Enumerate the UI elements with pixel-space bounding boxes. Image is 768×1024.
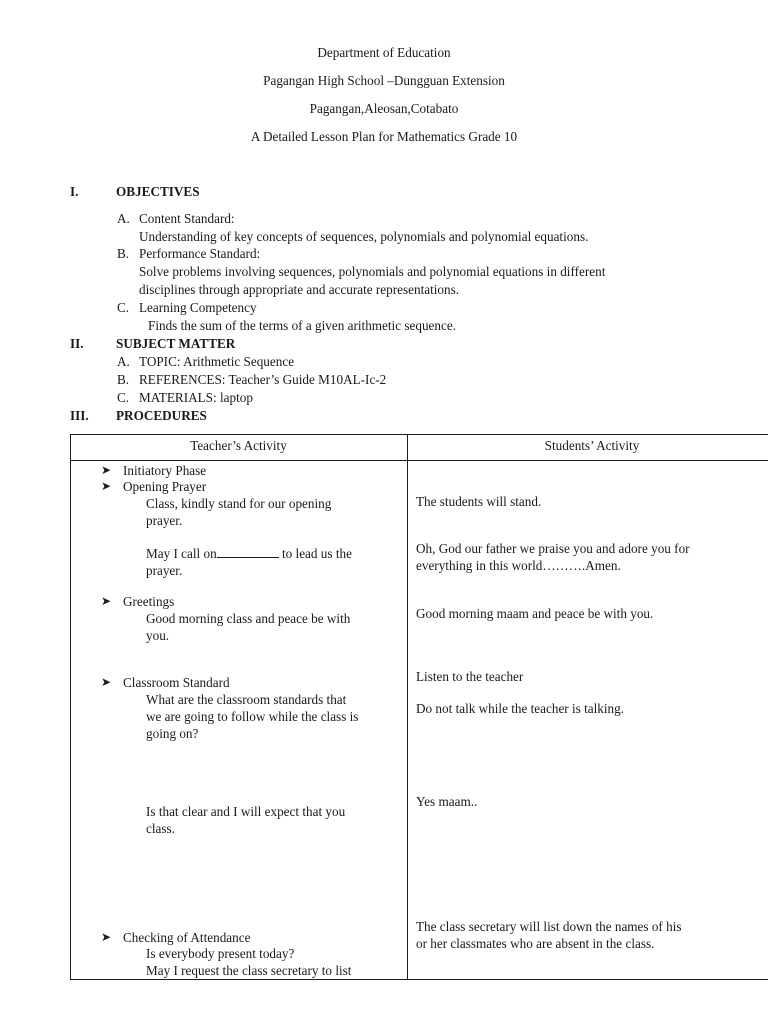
student-line: Good morning maam and peace be with you. [416,606,654,621]
teacher-line: prayer. [146,563,183,578]
content-standard-text: Understanding of key concepts of sequences, polynomials and polynomial equations. [139,229,589,244]
teacher-line: Class, kindly stand for our opening [146,496,332,511]
procedures-numeral: III. [70,408,89,423]
teacher-line: going on? [146,726,199,741]
teacher-line: you. [146,628,170,643]
subject-matter-numeral: II. [70,336,84,351]
teacher-activity-header: Teacher’s Activity [190,438,287,453]
student-line: or her classmates who are absent in the class. [416,936,655,951]
table-column-divider [407,434,408,980]
teacher-line: Is that clear and I will expect that you [146,804,346,819]
student-line: The class secretary will list down the names of his [416,919,682,934]
teacher-line [146,545,352,562]
materials-text: MATERIALS: laptop [139,390,253,405]
teacher-line: What are the classroom standards that [146,692,347,707]
student-line: everything in this world……….Amen. [416,558,621,573]
student-line: Listen to the teacher [416,669,524,684]
checking-of-attendance: Checking of Attendance [123,930,251,945]
greetings: Greetings [123,594,175,609]
performance-standard-label: Performance Standard: [139,246,261,261]
lesson-plan-title: A Detailed Lesson Plan for Mathematics Grade 10 [250,129,518,144]
teacher-line: Is everybody present today? [146,946,295,961]
student-line: The students will stand. [416,494,542,509]
performance-standard-text: disciplines through appropriate and accurate representations. [139,282,460,297]
objective-letter: C. [117,300,130,315]
opening-prayer: Opening Prayer [123,479,207,494]
learning-competency-label: Learning Competency [139,300,257,315]
subject-matter-heading: SUBJECT MATTER [116,336,236,351]
objectives-numeral: I. [70,184,79,199]
teacher-line: Good morning class and peace be with [146,611,351,626]
subject-letter: C. [117,390,130,405]
learning-competency-text: Finds the sum of the terms of a given arithmetic sequence. [148,318,456,333]
teacher-line: class. [146,821,175,836]
table-header-divider [70,460,768,461]
call-on-text: May I call on [146,546,217,561]
school-name: Pagangan High School –Dungguan Extension [263,73,505,88]
arrow-bullet-icon: ➤ [101,930,112,944]
objective-letter: B. [117,246,130,261]
teacher-line: May I request the class secretary to list [146,963,352,978]
performance-standard-text: Solve problems involving sequences, polynomials and polynomial equations in different [139,264,606,279]
name-blank [217,545,279,558]
classroom-standard: Classroom Standard [123,675,230,690]
student-line: Do not talk while the teacher is talking. [416,701,625,716]
teacher-line: prayer. [146,513,183,528]
student-line: Yes maam.. [416,794,478,809]
references-text: REFERENCES: Teacher’s Guide M10AL-Ic-2 [139,372,387,387]
content-standard-label: Content Standard: [139,211,235,226]
school-location: Pagangan,Aleosan,Cotabato [309,101,459,116]
arrow-bullet-icon: ➤ [101,479,112,493]
call-on-text-end: to lead us the [278,546,352,561]
initiatory-phase: Initiatory Phase [123,463,207,478]
arrow-bullet-icon: ➤ [101,675,112,689]
topic-text: TOPIC: Arithmetic Sequence [139,354,295,369]
arrow-bullet-icon: ➤ [101,463,112,477]
department-title: Department of Education [317,45,451,60]
arrow-bullet-icon: ➤ [101,594,112,608]
objective-letter: A. [117,211,130,226]
procedures-heading: PROCEDURES [116,408,207,423]
objectives-heading: OBJECTIVES [116,184,200,199]
subject-letter: A. [117,354,130,369]
students-activity-header: Students’ Activity [544,438,640,453]
teacher-line: we are going to follow while the class is [146,709,359,724]
subject-letter: B. [117,372,130,387]
student-line: Oh, God our father we praise you and adore you for [416,541,690,556]
